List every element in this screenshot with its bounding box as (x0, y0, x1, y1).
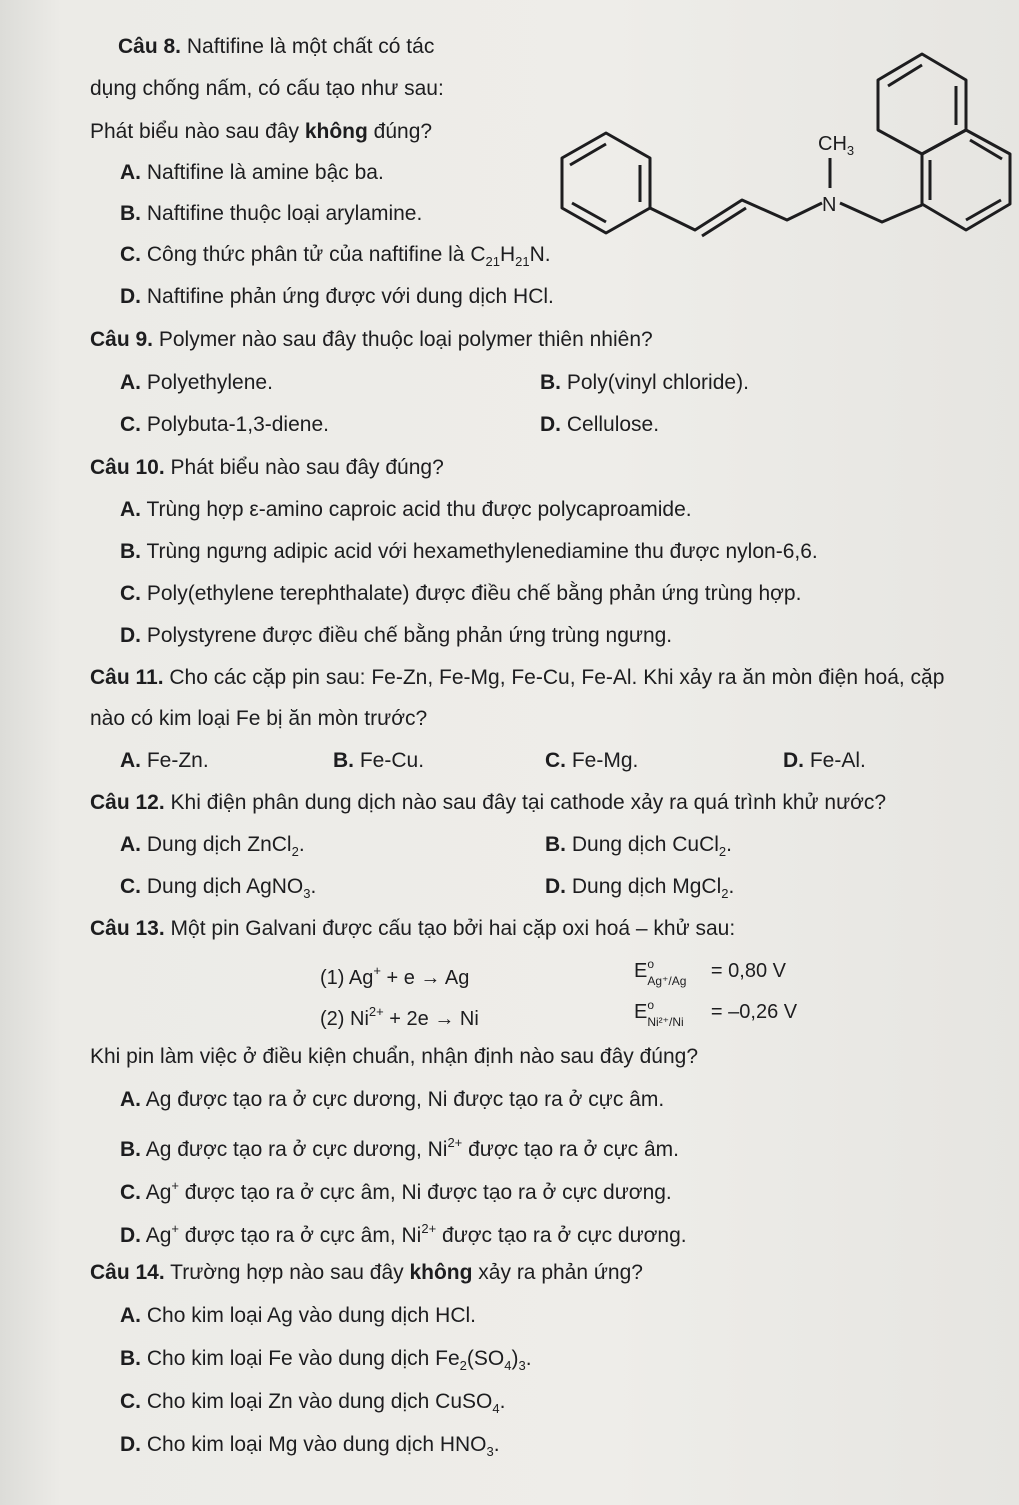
nitrogen-label: N (822, 194, 837, 216)
q8-option-b[interactable]: B. Naftifine thuộc loại arylamine. (120, 202, 423, 225)
q13-half-reaction-2: (2) $Ni^{2+} + 2e \to Ni$ (320, 1004, 479, 1030)
q8-stem-line2: dụng chống nấm, có cấu tạo như sau: (90, 77, 444, 100)
q14-option-c[interactable]: C. Cho kim loại Zn vào dung dịch CuSO$_4$. (120, 1390, 506, 1416)
q10-option-d[interactable]: D. Polystyrene được điều chế bằng phản ứng trùng ngưng. (120, 624, 673, 647)
q14-option-d[interactable]: D. Cho kim loại Mg vào dung dịch $HNO_3$. (120, 1433, 500, 1459)
q8-number: Câu 8. (118, 35, 182, 58)
q9-stem: Câu 9. Polymer nào sau đây thuộc loại polymer thiên nhiên? (90, 328, 653, 351)
q8-option-c[interactable]: C. Công thức phân tử của naftifine là $C_{21}H_{21}N$. (120, 243, 551, 269)
q13-option-a[interactable]: A. Ag được tạo ra ở cực dương, Ni được tạo ra ở cực âm. (120, 1088, 665, 1111)
naftifine-structure (560, 40, 1019, 280)
q13-option-b[interactable]: B. Ag được tạo ra ở cực dương, $Ni^{2+}$ được tạo ra ở cực âm. (120, 1135, 679, 1161)
q8-question: Phát biểu nào sau đây không đúng? (90, 120, 433, 143)
q13-option-d[interactable]: D. Ag+ được tạo ra ở cực âm, $Ni^{2+}$ được tạo ra ở cực dương. (120, 1221, 687, 1247)
q13-option-c[interactable]: C. Ag+ được tạo ra ở cực âm, Ni được tạo ra ở cực dương. (120, 1178, 672, 1204)
q14-option-a[interactable]: A. Cho kim loại Ag vào dung dịch HCl. (120, 1304, 477, 1327)
q11-option-d[interactable]: D. Fe-Al. (783, 749, 866, 772)
q13-potential-1: E o Ag⁺/Ag = 0,80 V (634, 957, 786, 988)
q9-option-c[interactable]: C. Polybuta-1,3-diene. (120, 413, 329, 436)
q12-option-a[interactable]: A. Dung dịch ZnCl$_2$. (120, 833, 305, 859)
q8-stem-line1: Câu 8. Naftifine là một chất có tác (118, 35, 435, 58)
q11-stem-line1: Câu 11. Cho các cặp pin sau: Fe-Zn, Fe-Mg, Fe-Cu, Fe-Al. Khi xảy ra ăn mòn điện hoá, cặp (90, 666, 945, 689)
naphthalene-ring-top (878, 54, 966, 154)
q9-option-a[interactable]: A. Polyethylene. (120, 371, 273, 394)
q13-stem: Câu 13. Một pin Galvani được cấu tạo bởi hai cặp oxi hoá – khử sau: (90, 917, 736, 940)
q9-option-b[interactable]: B. Poly(vinyl chloride). (540, 371, 749, 394)
q10-stem: Câu 10. Phát biểu nào sau đây đúng? (90, 456, 444, 479)
q12-option-d[interactable]: D. Dung dịch MgCl$_2$. (545, 875, 735, 901)
q10-option-c[interactable]: C. Poly(ethylene terephthalate) được điều chế bằng phản ứng trùng hợp. (120, 582, 802, 605)
q13-potential-2: E o Ni²⁺/Ni = –0,26 V (634, 998, 798, 1029)
q11-option-a[interactable]: A. Fe-Zn. (120, 749, 209, 772)
q13-half-reaction-1: (1) Ag+ + e → Ag (320, 963, 470, 989)
q8-option-d[interactable]: D. Naftifine phản ứng được với dung dịch HCl. (120, 285, 554, 308)
q13-question: Khi pin làm việc ở điều kiện chuẩn, nhận định nào sau đây đúng? (90, 1045, 699, 1068)
q11-option-c[interactable]: C. Fe-Mg. (545, 749, 639, 772)
q12-option-c[interactable]: C. Dung dịch AgNO$_3$. (120, 875, 317, 901)
q11-stem-line2: nào có kim loại Fe bị ăn mòn trước? (90, 707, 428, 730)
benzene-ring (562, 133, 650, 233)
q9-option-d[interactable]: D. Cellulose. (540, 413, 660, 436)
q14-option-b[interactable]: B. Cho kim loại Fe vào dung dịch $Fe_2(SO_4)_3$. (120, 1347, 532, 1373)
naphthalene-ring-bottom (922, 130, 1010, 230)
q8-option-a[interactable]: A. Naftifine là amine bậc ba. (120, 161, 384, 184)
q11-option-b[interactable]: B. Fe-Cu. (333, 749, 425, 772)
methyl-label: $CH_3$ (818, 133, 855, 158)
q10-option-b[interactable]: B. Trùng ngưng adipic acid với hexamethylenediamine thu được nylon-6,6. (120, 540, 818, 563)
q10-option-a[interactable]: A. Trùng hợp ε-amino caproic acid thu được polycaproamide. (120, 498, 692, 521)
q12-stem: Câu 12. Khi điện phân dung dịch nào sau đây tại cathode xảy ra quá trình khử nước? (90, 791, 887, 814)
q14-stem: Câu 14. Trường hợp nào sau đây không xảy ra phản ứng? (90, 1261, 643, 1284)
q12-option-b[interactable]: B. Dung dịch CuCl$_2$. (545, 833, 732, 859)
